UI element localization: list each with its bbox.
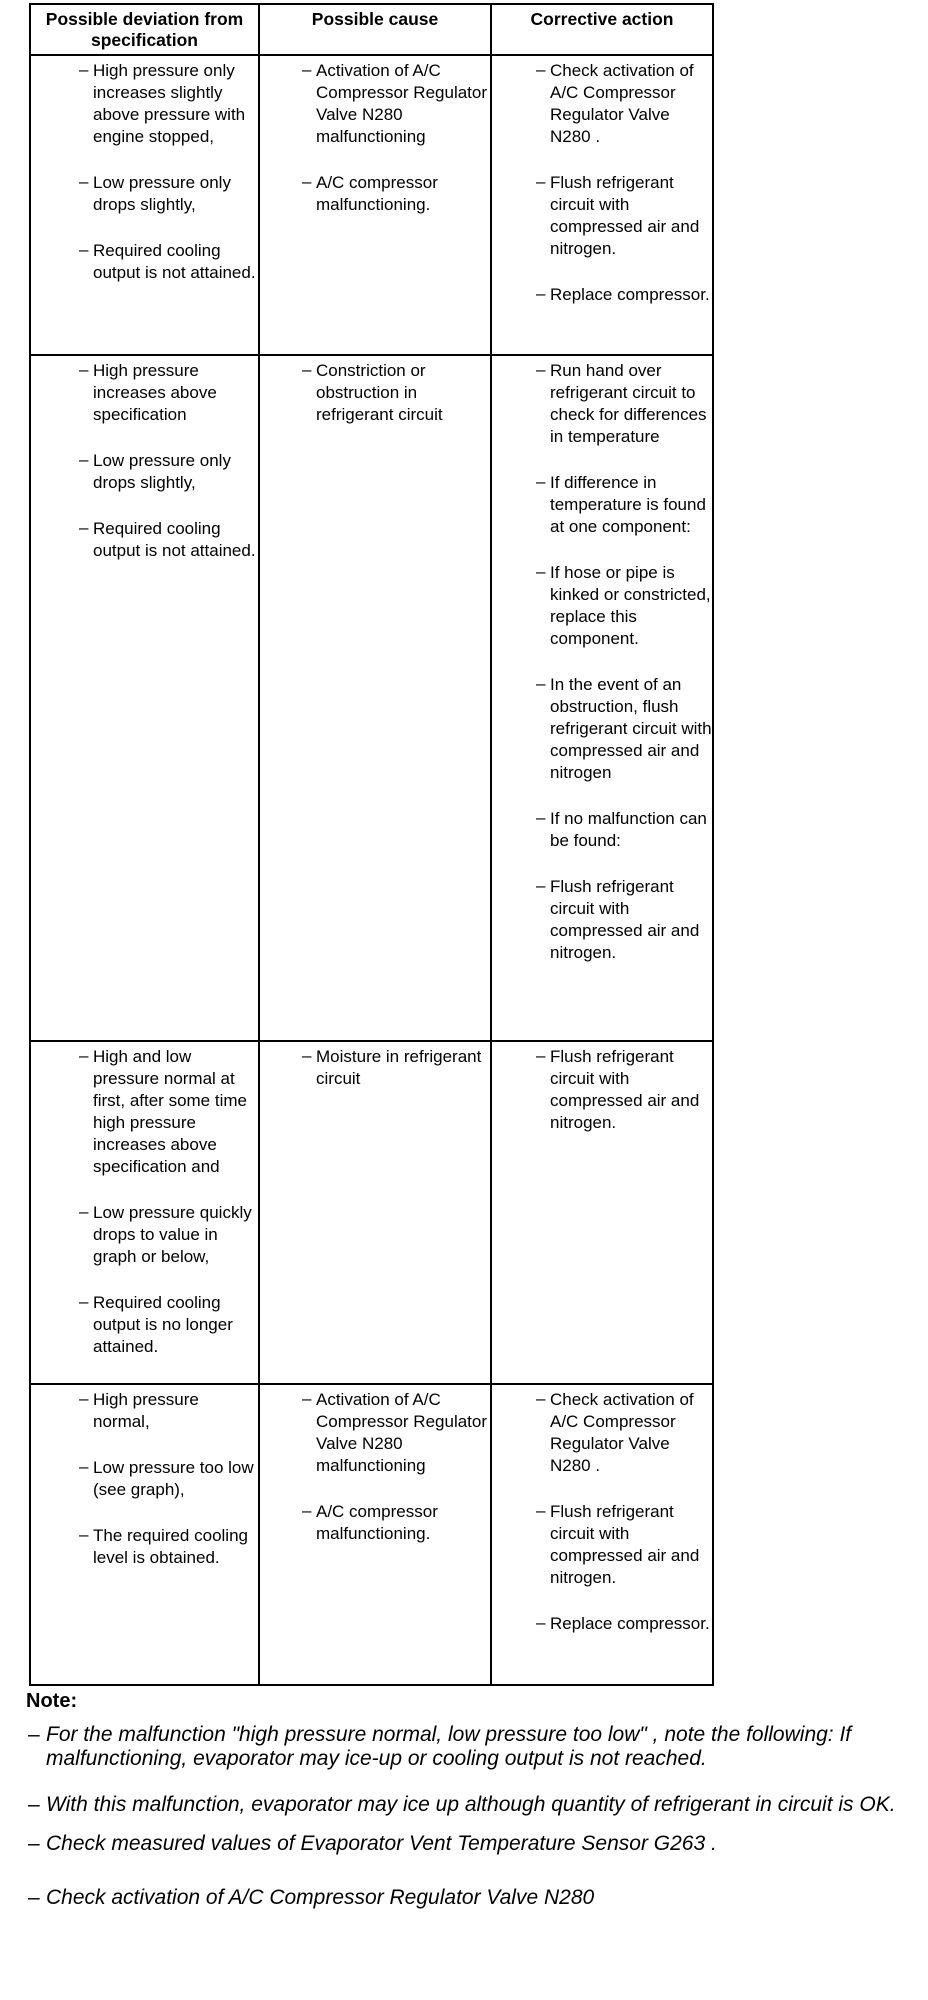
list-item: – Required cooling output is not attained. [79,518,258,562]
corrective-action-cell [491,355,713,1041]
table-header-row [30,4,713,55]
list-item: – Flush refrigerant circuit with compressed air and nitrogen. [536,1046,712,1134]
list-item: – Flush refrigerant circuit with compressed air and nitrogen. [536,172,712,260]
table-row [30,1384,713,1685]
list-item: – A/C compressor malfunctioning. [302,1501,490,1545]
list-item: – Flush refrigerant circuit with compressed air and nitrogen. [536,1501,712,1589]
list-item: – Low pressure only drops slightly, [79,172,258,216]
header-corrective-action: Corrective action [491,4,713,55]
list-item: – Constriction or obstruction in refrigerant circuit [302,360,490,426]
list-item: – Low pressure quickly drops to value in graph or below, [79,1202,258,1268]
cause-cell [259,55,491,355]
list-item: – Replace compressor. [536,284,712,306]
list-item: – Required cooling output is no longer attained. [79,1292,258,1358]
list-item: – If difference in temperature is found at one component: [536,472,712,538]
cause-cell [259,1041,491,1384]
diagnosis-table [29,3,714,1686]
list-item: – Check activation of A/C Compressor Regulator Valve N280 . [536,1389,712,1477]
deviation-cell [30,355,259,1041]
note-item: – With this malfunction, evaporator may ice up although quantity of refrigerant in circuit is OK. [26,1793,906,1817]
deviation-cell [30,1041,259,1384]
list-item: – High pressure normal, [79,1389,258,1433]
note-title: Note: [26,1690,78,1712]
list-item: – Activation of A/C Compressor Regulator Valve N280 malfunctioning [302,1389,490,1477]
deviation-cell [30,55,259,355]
cause-cell [259,355,491,1041]
note-section [26,1689,906,1910]
corrective-action-cell [491,55,713,355]
list-item: – Moisture in refrigerant circuit [302,1046,490,1090]
list-item: – In the event of an obstruction, flush refrigerant circuit with compressed air and nitrogen [536,674,712,784]
list-item: – Check activation of A/C Compressor Regulator Valve N280 . [536,60,712,148]
list-item: – High pressure only increases slightly above pressure with engine stopped, [79,60,258,148]
note-item: – For the malfunction "high pressure normal, low pressure too low" , note the following: If malfunctioning, evaporator may ice-up or cooling output is not reached. [26,1723,906,1771]
list-item: – High and low pressure normal at first, after some time high pressure increases above specification and [79,1046,258,1178]
table-row [30,355,713,1041]
corrective-action-cell [491,1041,713,1384]
list-item: – If no malfunction can be found: [536,808,712,852]
note-item: – Check measured values of Evaporator Vent Temperature Sensor G263 . [26,1832,906,1856]
list-item: – Replace compressor. [536,1613,712,1635]
list-item: – Low pressure only drops slightly, [79,450,258,494]
list-item: – A/C compressor malfunctioning. [302,172,490,216]
cause-cell [259,1384,491,1685]
list-item: – Low pressure too low (see graph), [79,1457,258,1501]
table-row [30,55,713,355]
note-item: – Check activation of A/C Compressor Regulator Valve N280 [26,1886,906,1910]
list-item: – High pressure increases above specification [79,360,258,426]
header-deviation: Possible deviation from specification [30,4,259,55]
list-item: – Run hand over refrigerant circuit to check for differences in temperature [536,360,712,448]
list-item: – If hose or pipe is kinked or constricted, replace this component. [536,562,712,650]
list-item: – Activation of A/C Compressor Regulator Valve N280 malfunctioning [302,60,490,148]
corrective-action-cell [491,1384,713,1685]
list-item: – Required cooling output is not attained. [79,240,258,284]
table-row [30,1041,713,1384]
list-item: – Flush refrigerant circuit with compressed air and nitrogen. [536,876,712,964]
header-cause: Possible cause [259,4,491,55]
deviation-cell [30,1384,259,1685]
list-item: – The required cooling level is obtained. [79,1525,258,1569]
